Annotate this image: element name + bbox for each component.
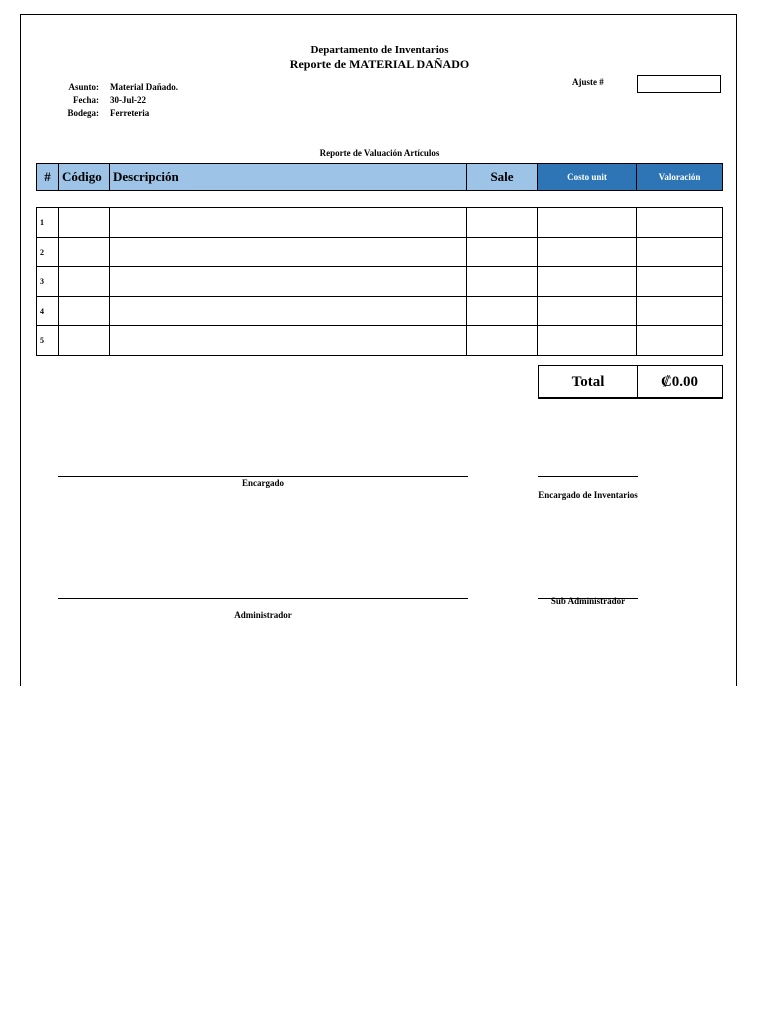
- sale-cell[interactable]: [467, 326, 538, 356]
- ajuste-field[interactable]: [637, 75, 721, 93]
- fecha-value: 30-Jul-22: [110, 95, 146, 105]
- section-title: Reporte de Valuación Artículos: [319, 148, 440, 158]
- sale-cell[interactable]: [467, 297, 538, 326]
- sale-cell[interactable]: [467, 208, 538, 238]
- department-title: Departamento de Inventarios: [310, 44, 449, 56]
- valoracion-cell[interactable]: [637, 267, 723, 297]
- costo-unit-cell[interactable]: [538, 208, 637, 238]
- costo-unit-cell[interactable]: [538, 326, 637, 356]
- row-number: 4: [37, 297, 59, 326]
- valoracion-cell[interactable]: [637, 326, 723, 356]
- col-costo-unit-header: Costo unit: [538, 164, 637, 191]
- table-row: [37, 297, 723, 326]
- row-number: 5: [37, 326, 59, 356]
- costo-unit-cell[interactable]: [538, 267, 637, 297]
- fecha-label: Fecha:: [73, 95, 99, 105]
- table-row: [37, 238, 723, 267]
- report-sheet: [20, 14, 737, 686]
- codigo-cell[interactable]: [59, 297, 110, 326]
- col-descripcion-header: Descripción: [110, 164, 467, 191]
- col-valoracion-header: Valoración: [637, 164, 723, 191]
- administrador-signature-line: [58, 598, 468, 599]
- administrador-label: Administrador: [234, 610, 292, 620]
- encargado-label: Encargado: [241, 478, 284, 488]
- asunto-label: Asunto:: [68, 82, 99, 92]
- total-label: Total: [538, 365, 638, 399]
- bodega-label: Bodega:: [67, 108, 99, 118]
- row-number: 3: [37, 267, 59, 297]
- descripcion-cell[interactable]: [110, 297, 467, 326]
- table-row: [37, 267, 723, 297]
- table-row: [37, 326, 723, 356]
- sale-cell[interactable]: [467, 267, 538, 297]
- table-header: [36, 163, 723, 191]
- encargado-inventarios-signature-line: [538, 476, 638, 477]
- total-value: ₡0.00: [637, 365, 723, 399]
- sub-administrador-label: Sub Administrador: [550, 596, 626, 606]
- descripcion-cell[interactable]: [110, 238, 467, 267]
- asunto-value: Material Dañado.: [110, 82, 178, 92]
- costo-unit-cell[interactable]: [538, 297, 637, 326]
- col-num-header: #: [37, 164, 59, 191]
- descripcion-cell[interactable]: [110, 208, 467, 238]
- sale-cell[interactable]: [467, 238, 538, 267]
- codigo-cell[interactable]: [59, 267, 110, 297]
- report-title: Reporte de MATERIAL DAÑADO: [289, 57, 470, 71]
- encargado-inventarios-label: Encargado de Inventarios: [538, 490, 638, 500]
- codigo-cell[interactable]: [59, 208, 110, 238]
- items-table: [36, 207, 723, 356]
- col-codigo-header: Código: [59, 164, 110, 191]
- codigo-cell[interactable]: [59, 238, 110, 267]
- descripcion-cell[interactable]: [110, 267, 467, 297]
- valoracion-cell[interactable]: [637, 238, 723, 267]
- row-number: 2: [37, 238, 59, 267]
- codigo-cell[interactable]: [59, 326, 110, 356]
- ajuste-label: Ajuste #: [572, 77, 604, 87]
- valoracion-cell[interactable]: [637, 297, 723, 326]
- costo-unit-cell[interactable]: [538, 238, 637, 267]
- bodega-value: Ferreteria: [110, 108, 150, 118]
- row-number: 1: [37, 208, 59, 238]
- descripcion-cell[interactable]: [110, 326, 467, 356]
- valoracion-cell[interactable]: [637, 208, 723, 238]
- col-sale-header: Sale: [467, 164, 538, 191]
- table-row: [37, 208, 723, 238]
- encargado-signature-line: [58, 476, 468, 477]
